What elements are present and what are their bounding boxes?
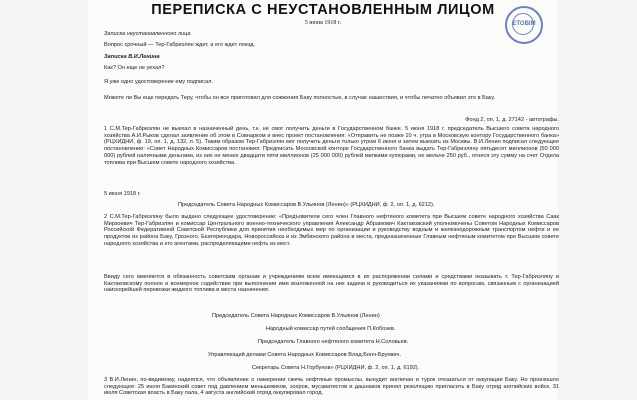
- footnote-2: 2 С.М.Тер-Габриэляну было выдано следующее удостоверение: «Предъявители сего член Главного нефтяного комитета при Высшем совете народного хозяйства Саак Мирзоевич Тер-Габриэлян и комиссар Центрального военно-технического управления Александр Абрамович Кактаковский уполномочены Советом Народных Комиссаров Российской Федеративной Советской Республики для принятия необходимых мер по организации и руководству водным и железнодорожным транспортом нефти и ее продуктов из района Баку, Грозного, Екатеринодара, Новороссийска и из Эмбинского района в места, предназначенные Главным нефтяным комитетом при Высшем совете народного хозяйства и его агентами, распределяющими нефть из мест.: [104, 214, 559, 247]
- note-lenin-instruction: Можете ли Вы еще передать Теру, чтобы он все приготовил для сожжения Баку полностью, в случае нашествия, и чтобы печатно объявил это в Баку.: [104, 95, 496, 101]
- signature-business-manager: Управляющий делами Совета Народных Комиссаров Влад.Бонч-Бруевич.: [208, 352, 401, 358]
- note-label-lenin: Записка В.И.Ленина: [104, 54, 160, 60]
- footnote-1: 1 С.М.Тер-Габриэлян не выехал в назначенный день, т.к. не смог получить деньги в Государственном банке. 5 июня 1918 г. председатель Высшего совета народного хозяйства А.И.Рыков сделал заявление об этом в Совнарком и внес проект постановления: «Отправить не позже 10 ч. утра в Московскую контору Государственного банка» (РЦХИДНИ, ф. 19, оп. 1, д. 132, л. 5). Таким образом Тер-Габриэлян мог получить деньги только утром 6 июня и затем выехать из Москвы. В.И.Ленин подписал следующее постановление: «Совет Народных Комиссаров постановил: Предписать Московской конторе Государственного банка выдать Тер-Габриэляну пятьдесят миллионов (50 000 000) рублей наличными деньгами, из них не менее двадцати пяти миллионов (25 000 000) рублей мелкими купюрами, не мельче 250 руб., отнеся эту сумму на счет Отдела топлива при Высшем совете народного хозяйства.: [104, 126, 559, 166]
- note-lenin-question: Как? Он еще не уехал?: [104, 65, 165, 71]
- note-unknown-text: Вопрос срочный — Тер-Габриэлян ждет, а его ждет поезд.: [104, 42, 256, 48]
- archive-stamp: [505, 6, 543, 44]
- certificate-continuation: Ввиду сего вменяется в обязанность советским органам и учреждениям всем имеющимся в их распоряжении силами и средствами оказывать т. Тер-Габриэляну и Кактаковскому полное и всемерное содействие при выполнении ими возложенной на них задачи и руководиться их указаниями по вопросам, связанным с организацией наискорейшей перевозки жидкого топлива в места назначения.: [104, 274, 559, 294]
- signature-oil-committee: Председатель Главного нефтяного комитета Н.Соловьев.: [258, 339, 409, 345]
- source-reference: Фонд 2, оп. 1, д. 27142 - автографы.: [465, 117, 559, 123]
- footnote-3: 3 В.И.Ленин, по-видимому, надеялся, что объявление о намерении сжечь нефтяные промыслы, вынудит англичан и турок отказаться от оккупации Баку. Но произошло следующее: 25 июля Бакинский совет под давлением меньшевиков, эсеров, мусаватистов и дашнаков принял резолюцию пригласить в Баку отряд английских войск. 31 июля Советская власть в Баку пала, 4 августа английский отряд оккупировал город.: [104, 377, 559, 397]
- signature-chairman: Председатель Совета Народных Комиссаров В.Ульянов (Ленин): [212, 313, 380, 319]
- footnote-1-date: 5 июня 1918 г.: [104, 191, 141, 197]
- signature-transport-commissar: Народный комиссар путей сообщения П.Кобозев.: [266, 326, 396, 332]
- document-date: 5 июня 1918 г.: [304, 20, 342, 26]
- signature-secretary: Секретарь Совета Н.Горбунов» (РЦХИДНИ, ф. 2, оп. 1, д. 6192).: [252, 365, 420, 371]
- document-page: [88, 0, 558, 400]
- note-lenin-certificate: Я уже одно удостоверение ему подписал.: [104, 79, 213, 85]
- archive-stamp-label: ETOBIM: [512, 21, 536, 27]
- document-title: ПЕРЕПИСКА С НЕУСТАНОВЛЕННЫМ ЛИЦОМ: [151, 2, 495, 18]
- footnote-1-signature: Председатель Совета Народных Комиссаров В.Ульянов (Ленин)» (РЦХИДНИ, ф. 2, оп. 1, д. 6212).: [178, 202, 435, 208]
- note-label-unknown: Записка неустановленного лица: [104, 31, 191, 37]
